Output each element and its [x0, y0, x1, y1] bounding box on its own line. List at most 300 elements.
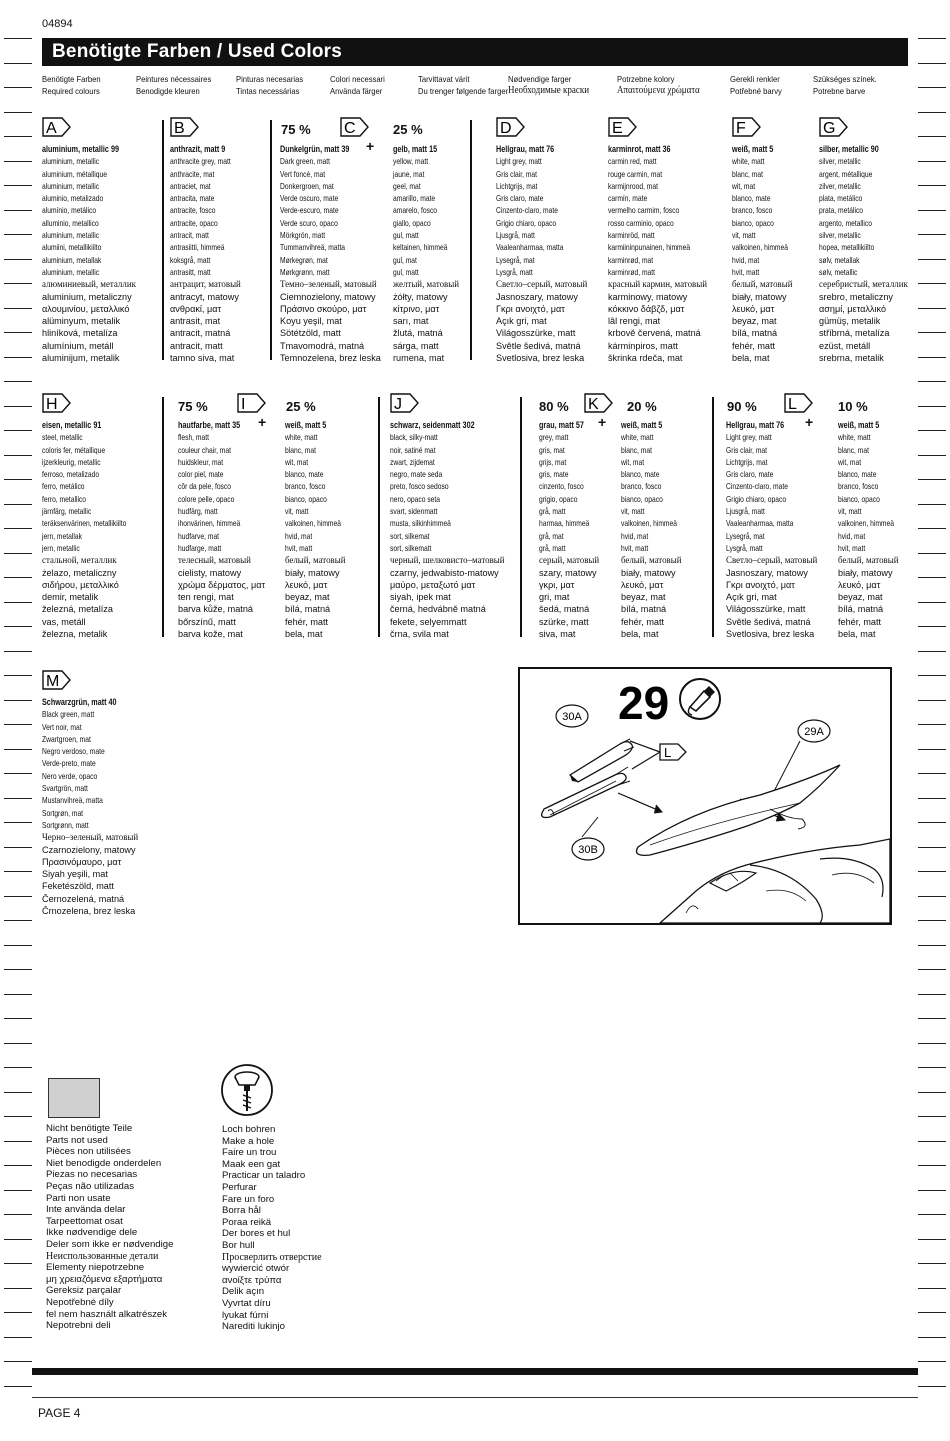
- color-translation: Svetlosiva, brez leska: [496, 353, 585, 365]
- color-translation: антрацит, матовый: [170, 280, 241, 291]
- color-name: eisen, metallic 91: [42, 420, 102, 430]
- color-translation: κίτρινο, ματ: [393, 303, 440, 315]
- color-translation: Cinzento-claro, mate: [496, 206, 558, 216]
- column-divider: [470, 120, 472, 360]
- margin-mark: [918, 332, 946, 333]
- margin-mark: [4, 577, 32, 578]
- document-id: 04894: [42, 18, 73, 30]
- legend-text: ανοίξτε τρύπα: [222, 1274, 282, 1286]
- color-translation: Gris claro, mate: [726, 470, 774, 480]
- margin-mark: [918, 87, 946, 88]
- mix-percentage: 75 %: [178, 399, 208, 414]
- color-translation: Sortgrøn, mat: [42, 808, 84, 818]
- color-translation: Világosszürke, matt: [726, 604, 806, 616]
- color-translation: branco, fosco: [732, 206, 773, 216]
- color-translation: Açık gri, mat: [496, 316, 547, 328]
- color-translation: blanc, mat: [621, 445, 652, 455]
- margin-mark: [918, 1116, 946, 1117]
- margin-mark: [4, 1092, 32, 1093]
- margin-mark: [4, 896, 32, 897]
- svg-text:B: B: [174, 120, 185, 137]
- svg-text:30B: 30B: [578, 844, 598, 856]
- margin-mark: [4, 406, 32, 407]
- page-number: PAGE 4: [38, 1406, 81, 1420]
- color-translation: vit, matt: [285, 507, 309, 517]
- header-language-label: Colori necessari: [330, 74, 385, 84]
- margin-mark: [918, 357, 946, 358]
- legend-text: Deler som ikke er nødvendige: [46, 1238, 174, 1250]
- color-translation: noir, satiné mat: [390, 445, 436, 455]
- color-translation: hvit, matt: [621, 543, 649, 553]
- wing-pylon: [637, 765, 841, 855]
- color-translation: белый, матовый: [838, 556, 899, 567]
- margin-mark: [4, 1361, 32, 1362]
- color-translation: aluminijum, metalik: [42, 353, 120, 365]
- color-translation: hopea, metallikiilto: [819, 243, 875, 253]
- color-translation: grå, matt: [539, 543, 566, 553]
- color-translation: Světle šedivá, matná: [496, 340, 581, 352]
- color-translation: γκρι, ματ: [539, 579, 575, 591]
- color-translation: ανθρακί, ματ: [170, 303, 222, 315]
- color-translation: valkoinen, himmeä: [285, 519, 341, 529]
- color-translation: vit, matt: [732, 231, 756, 241]
- color-translation: antrasiitti, himmeä: [170, 243, 225, 253]
- color-translation: côr da pele, fosco: [178, 482, 232, 492]
- color-translation: kárminpiros, matt: [608, 340, 678, 352]
- color-spec-b: [170, 143, 245, 365]
- color-translation: Verde-preto, mate: [42, 759, 96, 769]
- svg-text:C: C: [344, 120, 356, 137]
- color-name: weiß, matt 5: [732, 144, 774, 154]
- color-tag-b: [170, 117, 202, 135]
- margin-mark: [4, 161, 32, 162]
- legend-text: Narediti lukinjo: [222, 1321, 285, 1333]
- svg-text:E: E: [612, 120, 623, 137]
- legend-text: Delik açın: [222, 1286, 265, 1298]
- color-translation: żelazo, metaliczny: [42, 567, 117, 579]
- color-translation: Mørkegrøn, mat: [280, 255, 328, 265]
- color-translation: ασημί, μεταλλικό: [819, 303, 887, 315]
- color-translation: szürke, matt: [539, 616, 589, 628]
- color-translation: grå, matt: [539, 507, 566, 517]
- margin-mark: [918, 896, 946, 897]
- header-language-label: Du trenger følgende farger: [418, 86, 509, 96]
- legend-text: wywiercić otwór: [222, 1263, 290, 1275]
- color-translation: negro, mate seda: [390, 470, 443, 480]
- color-translation: grigio, opaco: [539, 494, 578, 504]
- part-label-30b: [572, 838, 604, 860]
- color-name: weiß, matt 5: [621, 420, 663, 430]
- legend-text: Pièces non utilisées: [46, 1146, 131, 1158]
- mix-percentage: 80 %: [539, 399, 569, 414]
- color-translation: белый, матовый: [621, 556, 682, 567]
- margin-mark: [918, 994, 946, 995]
- header-language-label: Tintas necessárias: [236, 86, 300, 96]
- margin-mark: [4, 602, 32, 603]
- color-translation: couleur chair, mat: [178, 445, 231, 455]
- color-translation: gris, mat: [539, 445, 565, 455]
- color-translation: branco, fosco: [621, 482, 662, 492]
- margin-mark: [4, 63, 32, 64]
- color-spec-f: [732, 143, 800, 365]
- legend-text: Fare un foro: [222, 1193, 275, 1205]
- column-divider: [712, 397, 714, 637]
- svg-text:J: J: [394, 396, 402, 413]
- margin-mark: [918, 63, 946, 64]
- color-translation: hvit, matt: [838, 543, 866, 553]
- assembly-step-figure: [518, 667, 892, 925]
- color-tag-d: [496, 117, 528, 135]
- header-language-cell: [617, 73, 700, 97]
- header-language-label: Potrzebne kolory: [617, 74, 675, 84]
- color-translation: αλουμινίου, μεταλλικό: [42, 303, 130, 315]
- color-name: grau, matt 57: [539, 420, 584, 430]
- legend-text: Faire un trou: [222, 1147, 277, 1159]
- color-translation: alüminyum, metalik: [42, 316, 121, 328]
- color-translation: amarelo, fosco: [393, 206, 438, 216]
- color-name: weiß, matt 5: [838, 420, 880, 430]
- margin-mark: [918, 161, 946, 162]
- svg-text:H: H: [46, 396, 58, 413]
- color-translation: Svetlosiva, brez leska: [726, 629, 815, 641]
- margin-mark: [918, 969, 946, 970]
- margin-mark: [918, 675, 946, 676]
- color-translation: ferroso, metalizado: [42, 470, 100, 480]
- color-name: aluminium, metallic 99: [42, 144, 119, 154]
- color-translation: hliníková, metalíza: [42, 328, 118, 340]
- svg-text:K: K: [588, 396, 599, 413]
- color-translation: Világosszürke, matt: [496, 328, 576, 340]
- margin-mark: [4, 1116, 32, 1117]
- color-translation: bianco, opaco: [621, 494, 663, 504]
- color-translation: Nero verde, opaco: [42, 771, 98, 781]
- svg-text:G: G: [823, 120, 836, 137]
- color-translation: Gris clair, mat: [496, 169, 538, 179]
- color-translation: black, silky-matt: [390, 433, 438, 443]
- color-translation: Vaaleanharmaa, matta: [496, 243, 564, 253]
- color-translation: красный кармин, матовый: [608, 280, 708, 291]
- color-translation: Černozelená, matná: [42, 893, 125, 905]
- legend-text: Borra hål: [222, 1205, 261, 1217]
- margin-mark: [918, 1018, 946, 1019]
- color-translation: Verde scuro, opaco: [280, 218, 338, 228]
- color-translation: flesh, matt: [178, 433, 209, 443]
- margin-mark: [918, 406, 946, 407]
- color-tag-g: [819, 117, 851, 135]
- margin-mark: [918, 136, 946, 137]
- color-translation: antracite, fosco: [170, 206, 216, 216]
- color-translation: Vaaleanharmaa, matta: [726, 519, 794, 529]
- header-language-cell: [418, 73, 508, 97]
- header-language-label: Tarvittavat värit: [418, 74, 470, 84]
- color-translation: antracit, matná: [170, 328, 231, 340]
- margin-mark: [4, 112, 32, 113]
- color-spec-j: [390, 419, 511, 641]
- color-translation: grå, mat: [539, 531, 564, 541]
- margin-mark: [4, 455, 32, 456]
- margin-mark: [918, 553, 946, 554]
- color-translation: σιδήρου, μεταλλικό: [42, 579, 119, 591]
- color-translation: valkoinen, himmeä: [732, 243, 788, 253]
- legend-text: Piezas no necesarias: [46, 1169, 138, 1181]
- color-translation: Светло–серый, матовый: [496, 280, 588, 291]
- color-translation: biały, matowy: [285, 567, 340, 579]
- header-language-label: Benötigte Farben: [42, 74, 101, 84]
- color-translation: siva, mat: [539, 629, 576, 641]
- header-language-label: Необходимые краски: [508, 85, 590, 96]
- color-translation: Lysgrå, matt: [726, 543, 763, 553]
- margin-mark: [4, 1386, 32, 1387]
- color-translation: white, matt: [285, 433, 318, 443]
- margin-mark: [4, 381, 32, 382]
- page-title: Benötigte Farben / Used Colors: [42, 38, 908, 66]
- color-translation: antrasitt, matt: [170, 267, 211, 277]
- color-translation: keltainen, himmeä: [393, 243, 448, 253]
- drill-legend: [222, 1124, 322, 1333]
- color-spec-i2: [285, 419, 353, 641]
- margin-mark: [4, 1312, 32, 1313]
- color-translation: karmiininpunainen, himmeä: [608, 243, 691, 253]
- margin-mark: [4, 651, 32, 652]
- glue-tube-icon: [680, 679, 720, 719]
- header-language-label: Använda färger: [330, 86, 383, 96]
- color-translation: bianco, opaco: [838, 494, 880, 504]
- color-translation: blanco, mate: [838, 470, 877, 480]
- margin-mark: [4, 185, 32, 186]
- svg-text:F: F: [736, 120, 746, 137]
- color-spec-g: [819, 143, 913, 365]
- color-spec-c2: [393, 143, 462, 365]
- legend-text: Loch bohren: [222, 1124, 276, 1135]
- color-translation: zwart, zijdemat: [390, 457, 435, 467]
- color-translation: алюминиевый, металлик: [42, 280, 136, 291]
- color-translation: χρώμα δέρματος, ματ: [178, 579, 266, 591]
- margin-mark: [918, 1288, 946, 1289]
- color-translation: biały, matowy: [621, 567, 676, 579]
- margin-mark: [918, 1165, 946, 1166]
- color-translation: carmín, mate: [608, 194, 648, 204]
- header-language-label: Απαιτούμενα χρώματα: [617, 85, 700, 96]
- unused-parts-swatch: [48, 1078, 100, 1118]
- color-name: gelb, matt 15: [393, 144, 438, 154]
- color-translation: jaune, mat: [393, 169, 425, 179]
- margin-mark: [4, 994, 32, 995]
- header-language-cell: [813, 73, 877, 97]
- color-translation: Gris claro, mate: [496, 194, 544, 204]
- color-translation: Ljusgrå, matt: [726, 507, 765, 517]
- color-spec-k1: [539, 419, 602, 641]
- color-translation: fehér, matt: [285, 616, 329, 628]
- margin-mark: [4, 308, 32, 309]
- color-translation: biały, matowy: [838, 567, 893, 579]
- svg-text:29A: 29A: [804, 726, 824, 738]
- color-translation: biały, matowy: [732, 291, 787, 303]
- legend-text: Nicht benötigte Teile: [46, 1123, 133, 1134]
- color-translation: blanco, mate: [621, 470, 660, 480]
- color-translation: Zwartgroen, mat: [42, 734, 91, 744]
- color-translation: Açık gri, mat: [726, 592, 777, 604]
- margin-mark: [4, 920, 32, 921]
- margin-mark: [918, 234, 946, 235]
- color-tag-l: [660, 744, 686, 760]
- color-translation: Lysgrå, matt: [496, 267, 533, 277]
- color-translation: branco, fosco: [285, 482, 326, 492]
- color-translation: srebrna, metalik: [819, 353, 884, 365]
- legend-text: Der bores et hul: [222, 1228, 291, 1240]
- mix-plus-sign: +: [258, 414, 267, 430]
- color-translation: blanc, mat: [285, 445, 316, 455]
- mix-plus-sign: +: [805, 414, 814, 430]
- color-translation: coloris fer, métallique: [42, 445, 106, 455]
- margin-mark: [4, 749, 32, 750]
- color-translation: Πράσινο σκούρο, ματ: [280, 303, 367, 315]
- color-spec-l2: [838, 419, 906, 641]
- color-translation: karminrød, mat: [608, 255, 654, 265]
- margin-mark: [918, 1092, 946, 1093]
- color-translation: sárga, matt: [393, 340, 439, 352]
- color-translation: Sortgrønn, matt: [42, 820, 89, 830]
- color-translation: Темно–зеленый, матовый: [280, 280, 377, 291]
- color-translation: szary, matowy: [539, 567, 597, 579]
- color-translation: bianco, opaco: [732, 218, 774, 228]
- color-translation: tamno siva, mat: [170, 353, 235, 365]
- color-translation: jern, metallak: [42, 531, 82, 541]
- margin-mark: [4, 798, 32, 799]
- header-language-label: Benodigde kleuren: [136, 86, 200, 96]
- color-translation: bela, mat: [732, 353, 770, 365]
- color-translation: czarny, jedwabisto-matowy: [390, 567, 499, 579]
- color-name: Hellgrau, matt 76: [726, 420, 785, 430]
- part-label-30a: [556, 705, 588, 727]
- color-translation: hudfärg, matt: [178, 507, 218, 517]
- color-translation: white, matt: [732, 157, 765, 167]
- color-translation: anthracite, mat: [170, 169, 215, 179]
- color-translation: Negro verdoso, mate: [42, 747, 105, 757]
- color-name: hautfarbe, matt 35: [178, 420, 241, 430]
- color-translation: argent, métallique: [819, 169, 873, 179]
- color-translation: aluminium, metaliczny: [42, 291, 132, 303]
- color-translation: cielisty, matowy: [178, 567, 242, 579]
- color-translation: blanc, mat: [838, 445, 869, 455]
- color-translation: Black green, matt: [42, 710, 95, 720]
- color-translation: preto, fosco sedoso: [390, 482, 449, 492]
- color-translation: Mustanvihreä, matta: [42, 796, 103, 806]
- margin-mark: [918, 577, 946, 578]
- svg-text:I: I: [241, 396, 246, 413]
- color-translation: Πρασινόμαυρο, ματ: [42, 856, 122, 868]
- color-translation: antrasit, mat: [170, 316, 221, 328]
- color-translation: alumínium, metáll: [42, 340, 114, 352]
- color-translation: bela, mat: [621, 629, 659, 641]
- svg-text:D: D: [500, 120, 512, 137]
- color-translation: antracita, mate: [170, 194, 215, 204]
- color-translation: valkoinen, himmeä: [621, 519, 677, 529]
- color-name: karminrot, matt 36: [608, 144, 671, 154]
- color-translation: lâl rengi, mat: [608, 316, 661, 328]
- color-translation: Črnozelena, brez leska: [42, 906, 136, 918]
- header-language-cell: [508, 73, 589, 97]
- color-translation: alumínio, metálico: [42, 206, 97, 216]
- part-label-29a: [798, 720, 830, 742]
- color-translation: geel, mat: [393, 181, 421, 191]
- color-translation: beyaz, mat: [285, 592, 330, 604]
- column-divider: [270, 120, 272, 360]
- color-translation: barva kůže, matná: [178, 604, 253, 616]
- color-translation: aluminium, métallique: [42, 169, 107, 179]
- margin-mark: [918, 773, 946, 774]
- color-translation: bílá, matná: [285, 604, 331, 616]
- margin-mark: [4, 724, 32, 725]
- color-translation: vit, matt: [838, 507, 862, 517]
- color-translation: серебристый, металлик: [819, 280, 908, 291]
- color-spec-a: [42, 143, 141, 365]
- color-translation: серый, матовый: [539, 556, 600, 567]
- margin-mark: [918, 112, 946, 113]
- legend-text: Gereksiz parçalar: [46, 1285, 122, 1297]
- legend-text: Poraa reikä: [222, 1216, 272, 1228]
- color-translation: bela, mat: [285, 629, 323, 641]
- color-translation: beyaz, mat: [621, 592, 666, 604]
- color-translation: gri, mat: [539, 592, 570, 604]
- legend-text: Vyvrtat díru: [222, 1297, 271, 1309]
- color-translation: Lichtgrijs, mat: [726, 457, 768, 467]
- color-translation: Cinzento-claro, mate: [726, 482, 788, 492]
- margin-mark: [918, 1214, 946, 1215]
- margin-mark: [918, 1067, 946, 1068]
- color-translation: plata, metálico: [819, 194, 863, 204]
- legend-text: Bor hull: [222, 1239, 255, 1251]
- color-translation: Verde-escuro, mate: [280, 206, 339, 216]
- color-tag-f: [732, 117, 764, 135]
- legend-text: Parti non usate: [46, 1192, 111, 1204]
- margin-mark: [4, 504, 32, 505]
- color-translation: ijzerkleurig, metallic: [42, 457, 101, 467]
- margin-mark: [918, 1337, 946, 1338]
- margin-mark: [918, 626, 946, 627]
- color-translation: Siyah yeşili, mat: [42, 869, 108, 881]
- color-translation: κόκκινο δάβζδ, ματ: [608, 303, 685, 315]
- header-language-cell: [136, 73, 211, 97]
- color-translation: λευκό, ματ: [838, 579, 881, 591]
- color-translation: fehér, matt: [732, 340, 776, 352]
- margin-mark: [4, 38, 32, 39]
- color-translation: Ljusgrå, matt: [496, 231, 535, 241]
- color-translation: karminröd, matt: [608, 231, 655, 241]
- color-translation: aluminium, metallic: [42, 231, 100, 241]
- color-translation: sølv, metallak: [819, 255, 860, 265]
- color-translation: bianco, opaco: [285, 494, 327, 504]
- legend-text: Tarpeettomat osat: [46, 1215, 123, 1227]
- color-translation: koksgrå, matt: [170, 255, 211, 265]
- header-language-label: Required colours: [42, 86, 100, 96]
- legend-text: lyukat fúrni: [222, 1309, 269, 1321]
- color-translation: λευκό, ματ: [285, 579, 328, 591]
- color-translation: white, matt: [621, 433, 654, 443]
- color-translation: musta, silkinhimmeä: [390, 519, 451, 529]
- color-translation: желтый, матовый: [393, 280, 460, 291]
- header-language-label: Nødvendige farger: [508, 74, 572, 84]
- color-translation: Grigio chiaro, opaco: [726, 494, 787, 504]
- color-translation: Sötétzöld, matt: [280, 328, 341, 340]
- margin-mark: [4, 283, 32, 284]
- color-translation: antracite, opaco: [170, 218, 218, 228]
- margin-mark: [4, 1067, 32, 1068]
- column-divider: [378, 397, 380, 637]
- color-tag-l: [784, 393, 816, 411]
- color-translation: Mørkgrønn, matt: [280, 267, 330, 277]
- color-translation: sort, silkemat: [390, 531, 430, 541]
- color-tag-m: [42, 670, 74, 688]
